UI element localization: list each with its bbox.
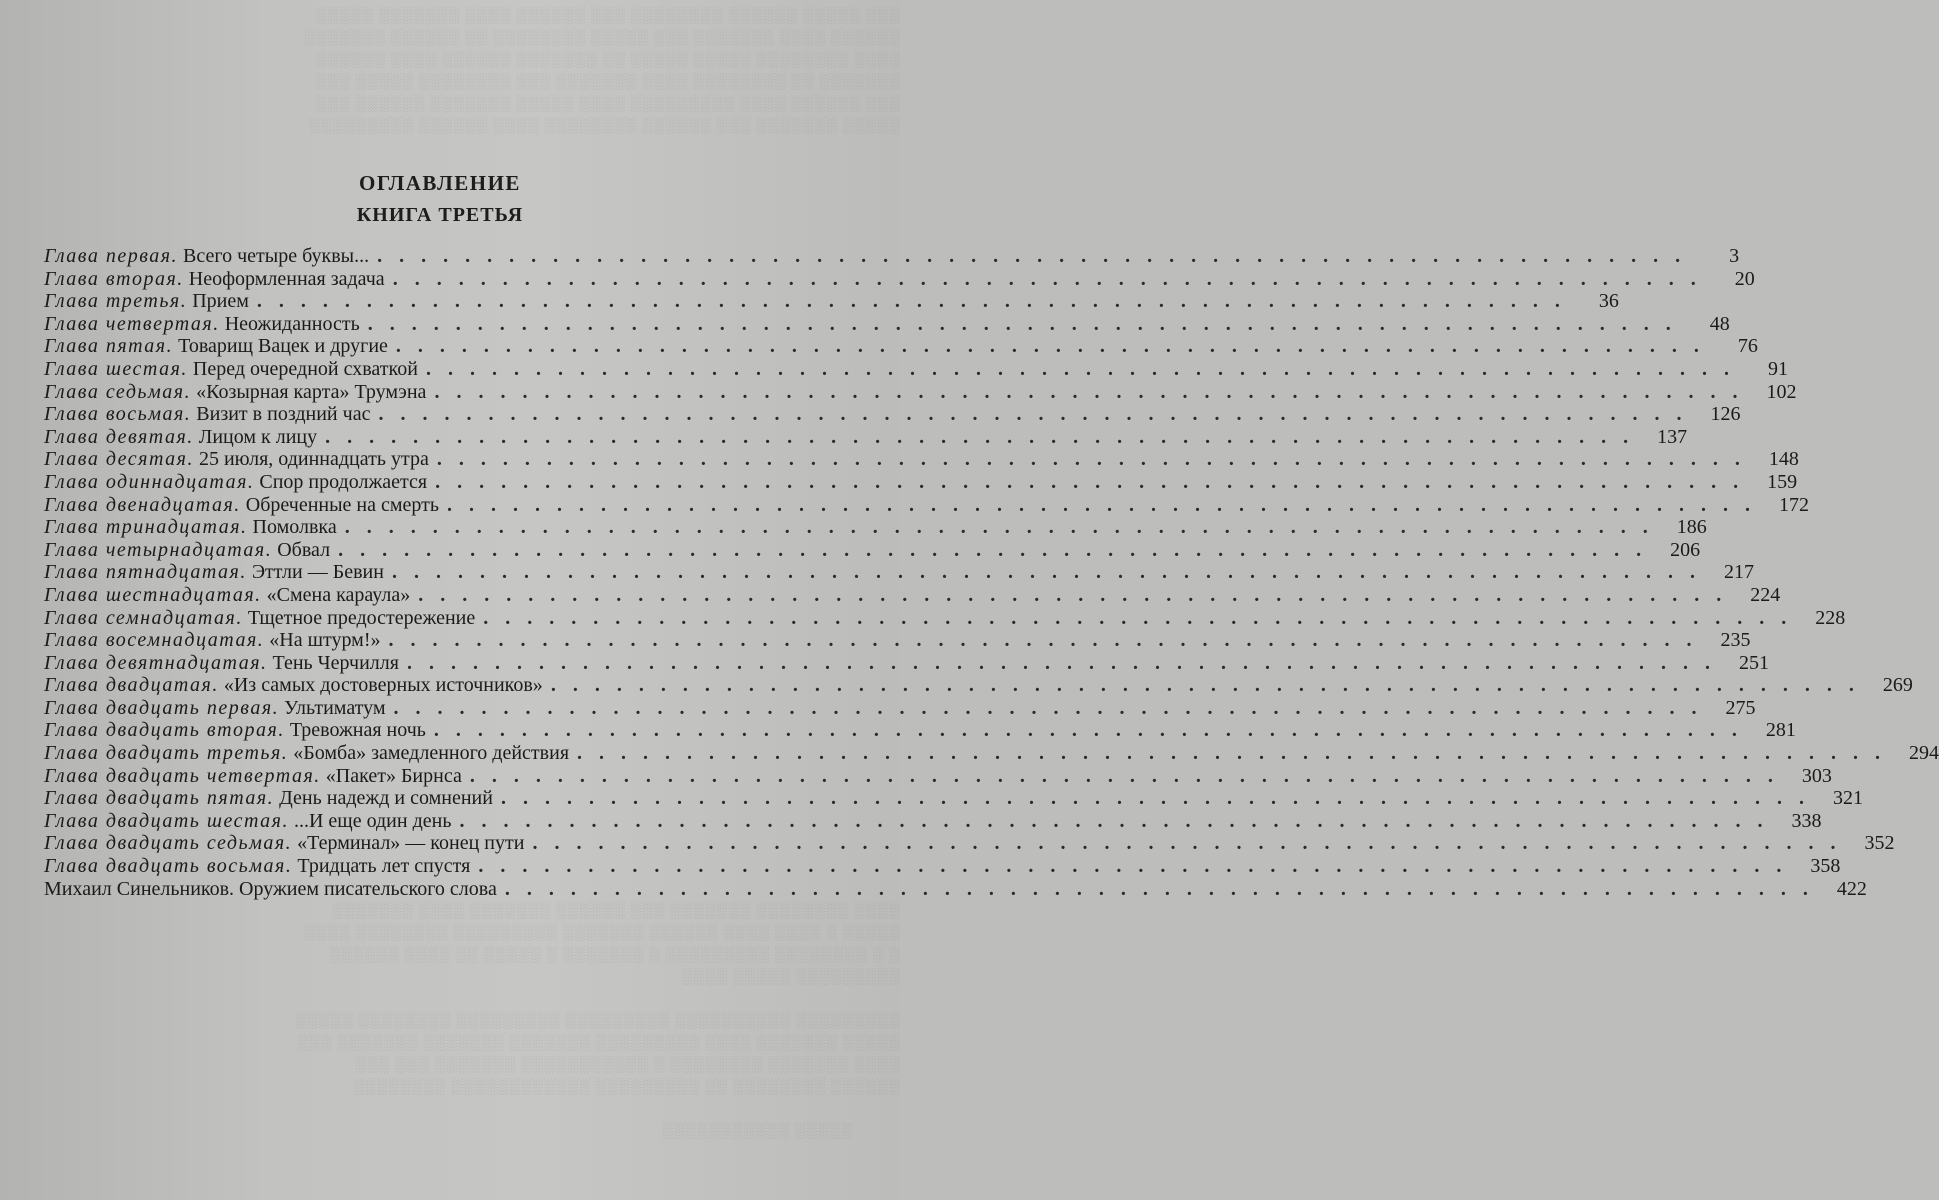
page-number: 275 — [1725, 696, 1756, 719]
dot-leader: ............................................................ — [434, 380, 1755, 403]
page-number: 20 — [1734, 267, 1755, 290]
dot-leader: ............................................................ — [256, 290, 1577, 313]
page-number: 126 — [1710, 403, 1741, 426]
page-number: 321 — [1832, 787, 1863, 810]
chapter-number: Глава двадцать пятая. — [44, 787, 275, 810]
page-number: 48 — [1709, 312, 1730, 335]
toc-entry — [44, 312, 1730, 336]
chapter-title: «Из самых достоверных источников» — [223, 674, 543, 697]
chapter-number: Глава вторая. — [44, 267, 184, 290]
chapter-number: Глава двадцать третья. — [44, 742, 289, 765]
toc-heading: ОГЛАВЛЕНИЕ — [359, 171, 521, 195]
page-number: 294 — [1909, 742, 1939, 765]
toc-entry — [44, 561, 1754, 584]
chapter-title: Тщетное предостережение — [247, 606, 476, 629]
toc-entry — [44, 357, 1788, 381]
dot-leader: ............................................................ — [433, 719, 1754, 742]
dot-leader: ............................................................ — [395, 335, 1716, 358]
chapter-title: Тридцать лет спустя — [297, 855, 471, 878]
chapter-number: Глава четвертая. — [44, 312, 220, 335]
page-number: 235 — [1720, 629, 1751, 652]
dot-leader: ............................................................ — [377, 245, 1698, 267]
dot-leader: ............................................................ — [378, 403, 1699, 426]
toc-entry — [44, 335, 1758, 358]
page-number: 137 — [1657, 425, 1688, 448]
chapter-title: Обвал — [277, 538, 331, 561]
chapter-title: Обреченные на смерть — [245, 493, 440, 516]
page-number: 338 — [1791, 809, 1822, 832]
page-number: 186 — [1676, 516, 1707, 539]
dot-leader: ............................................................ — [447, 493, 1768, 516]
chapter-title: «На штурм!» — [269, 629, 381, 652]
chapter-number: Глава двадцать четвертая. — [44, 764, 321, 787]
dot-leader: ............................................................ — [367, 312, 1688, 335]
dot-leader: ............................................................ — [459, 809, 1780, 832]
chapter-title: Визит в поздний час — [196, 403, 371, 426]
toc-entry — [44, 651, 1769, 675]
chapter-title: Неожиданность — [224, 312, 360, 335]
toc-entry — [44, 855, 1841, 878]
chapter-title: Лицом к лицу — [198, 425, 318, 448]
dot-leader: ............................................................ — [435, 470, 1756, 493]
page-number: 269 — [1882, 674, 1913, 697]
dot-leader: ............................................................ — [577, 742, 1898, 765]
page-number: 206 — [1670, 538, 1701, 561]
chapter-title: Помолвка — [252, 516, 337, 539]
dot-leader: ............................................................ — [325, 425, 1646, 448]
chapter-number: Глава шестнадцатая. — [44, 583, 262, 606]
toc-entry — [44, 425, 1688, 449]
page-number: 36 — [1598, 290, 1619, 313]
page-number: 3 — [1729, 245, 1740, 267]
chapter-number: Глава двадцать первая. — [44, 696, 280, 719]
page-number: 352 — [1864, 832, 1895, 855]
chapter-number: Глава двенадцатая. — [44, 493, 241, 516]
page-number: 251 — [1738, 651, 1769, 674]
dot-leader: ............................................................ — [344, 516, 1665, 539]
dot-leader: ............................................................ — [388, 629, 1709, 652]
chapter-title: Спор продолжается — [259, 470, 428, 493]
toc-entry — [44, 470, 1798, 494]
chapter-number: Глава семнадцатая. — [44, 606, 243, 629]
chapter-number: Глава двадцать восьмая. — [44, 855, 293, 878]
page-number: 228 — [1815, 606, 1846, 629]
toc-entry — [44, 403, 1741, 426]
toc-entry — [44, 606, 1846, 630]
dot-leader: ............................................................ — [436, 448, 1757, 471]
dot-leader: ............................................................ — [550, 674, 1871, 697]
dot-leader: ............................................................ — [391, 561, 1712, 584]
dot-leader: ............................................................ — [478, 855, 1799, 878]
toc-entry — [44, 538, 1701, 562]
chapter-number: Глава пятнадцатая. — [44, 561, 247, 584]
chapter-number: Глава одиннадцатая. — [44, 470, 255, 493]
chapter-number: Глава двадцать седьмая. — [44, 832, 293, 855]
toc-entry — [44, 245, 1740, 268]
toc-entry — [44, 493, 1810, 517]
chapter-title: Ультиматум — [284, 696, 386, 719]
chapter-number: Глава первая. — [44, 245, 179, 267]
chapter-title: 25 июля, одиннадцать утра — [198, 448, 429, 471]
dot-leader: ............................................................ — [532, 832, 1853, 855]
chapter-number: Глава двадцатая. — [44, 674, 219, 697]
chapter-number: Глава десятая. — [44, 448, 194, 471]
chapter-title: Михаил Синельников. Оружием писательского слова — [44, 877, 497, 900]
page-number: 102 — [1766, 380, 1797, 403]
toc-entry — [44, 764, 1832, 788]
page-number: 303 — [1801, 764, 1832, 787]
chapter-title: Всего четыре буквы... — [183, 245, 370, 267]
page-number: 217 — [1723, 561, 1754, 584]
chapter-title: Перед очередной схваткой — [192, 357, 418, 380]
chapter-title: «Смена караула» — [266, 583, 411, 606]
chapter-title: «Терминал» — конец пути — [297, 832, 525, 855]
chapter-number: Глава девятая. — [44, 425, 194, 448]
chapter-number: Глава двадцать шестая. — [44, 809, 289, 832]
chapter-title: ...И еще один день — [293, 809, 452, 832]
toc-entry — [44, 809, 1822, 833]
chapter-title: Товарищ Вацек и другие — [178, 335, 388, 358]
chapter-number: Глава девятнадцатая. — [44, 651, 268, 674]
chapter-title: «Козырная карта» Трумэна — [196, 380, 427, 403]
page-number: 76 — [1737, 335, 1758, 358]
dot-leader: ............................................................ — [406, 651, 1727, 674]
dot-leader: ............................................................ — [500, 787, 1821, 810]
page-number: 148 — [1768, 448, 1799, 471]
chapter-title: Тень Черчилля — [272, 651, 399, 674]
page-number: 91 — [1767, 357, 1788, 380]
chapter-number: Глава третья. — [44, 290, 188, 313]
page-number: 422 — [1836, 877, 1867, 900]
toc-entry — [44, 267, 1755, 291]
dot-leader: ............................................................ — [469, 764, 1790, 787]
chapter-number: Глава шестая. — [44, 357, 188, 380]
toc-entry — [44, 674, 1913, 697]
chapter-number: Глава четырнадцатая. — [44, 538, 273, 561]
chapter-title: Тревожная ночь — [289, 719, 426, 742]
chapter-number: Глава восьмая. — [44, 403, 192, 426]
toc-entry — [44, 448, 1799, 471]
toc-entry — [44, 877, 1867, 901]
chapter-title: Эттли — Бевин — [251, 561, 384, 584]
toc-entry — [44, 742, 1939, 765]
show-through-text-bottom: ░░░░ ░░░░░░░░ ░░░░░░░ ░░░ ░░░░░░ ░░░░░░░ ░░░░ ░░░░░░░ ░░░░░ ░ ░░░░ ░░░░ ░░░░░░ ░░░░░░░ ░░░░░░░░░ ░░░░░░░░ ░░░░ ░ ░ ░░░░░░░░ ░░░░░░░░░ ░ ░░░░░░░ ░ ░░░░░ ░░ ░░░░ ░░░░░░ ░░░░░░░░░ ░░░░░ ░░░░ ░░░░░░░░░ ░░░░░░░░░░ ░░░░░░░░░ ░░░░░░░░░ ░░░░░░░░ ░░░░░ ░░░░░ ░░░░░░░ ░░░░ ░░░░░░░░░ ░░░░░░░ ░░░░░░░ ░░░░░░░ ░░░ ░░░░ ░░░░░░░ ░░░░░░░░ ░ ░░░░░░░░░░░ ░░░░░░░ ░░░ ░░░ ░░░░░░ ░░░░░░░░ ░░ ░░░░░░░░░ ░░░░░░░░░░░░ ░░░░░░░░ ░░░░░ ░░░░░░░░░░░ — [294, 903, 900, 1139]
chapter-title: День надежд и сомнений — [279, 787, 493, 810]
chapter-title: Неоформленная задача — [188, 267, 385, 290]
chapter-number: Глава восемнадцатая. — [44, 629, 265, 652]
page-number: 281 — [1765, 719, 1796, 742]
chapter-number: Глава двадцать вторая. — [44, 719, 285, 742]
dot-leader: ............................................................ — [338, 538, 1659, 561]
toc-entry — [44, 583, 1781, 607]
dot-leader: ............................................................ — [483, 606, 1804, 629]
dot-leader: ............................................................ — [418, 583, 1739, 606]
toc-entry — [44, 290, 1619, 313]
toc-list — [44, 245, 1939, 900]
dot-leader: ............................................................ — [425, 357, 1746, 380]
chapter-number: Глава пятая. — [44, 335, 174, 358]
toc-entry — [44, 787, 1863, 810]
chapter-number: Глава седьмая. — [44, 380, 192, 403]
page-number: 358 — [1810, 855, 1841, 878]
chapter-title: «Пакет» Бирнса — [325, 764, 462, 787]
show-through-text-top: ░░░ ░░░░░ ░░░░░░ ░░░░░░░░ ░░░ ░░░░░░ ░░░░ ░░░░░░░ ░░░░░ ░░░░░░ ░░░░ ░░░░░░░ ░░░ ░░░░░ ░░░░░░░░ ░░ ░░░░░░ ░░░░░░░ ░░░░ ░░░░░░░░ ░░░░░ ░░░░░ ░░ ░░░░░░░ ░░░░░░ ░░░░ ░░░░░░ ░░░░░░░ ░░ ░░░░░░░░ ░░░░ ░░░░░░░ ░░░ ░░░░░░░░ ░░░░░ ░░░ ░░░ ░░░░░░ ░░░░ ░░░░░░░░░ ░░░░ ░░░░░ ░░░░░░░ ░░░░░░ ░░░ ░░░░░ ░░░░░░░ ░░░ ░░░░░░ ░░░░░░░░ ░░░░ ░░░░░░ ░░░░░░░░░ — [303, 8, 900, 134]
page-number: 224 — [1750, 583, 1781, 606]
chapter-number: Глава тринадцатая. — [44, 516, 248, 539]
page-number: 159 — [1767, 470, 1798, 493]
dot-leader: ............................................................ — [504, 877, 1825, 900]
dot-leader: ............................................................ — [393, 696, 1714, 719]
toc-entry — [44, 380, 1797, 404]
toc-entry — [44, 516, 1707, 539]
toc-entry — [44, 696, 1756, 720]
dot-leader: ............................................................ — [392, 267, 1713, 290]
chapter-title: «Бомба» замедленного действия — [293, 742, 570, 765]
toc-entry — [44, 832, 1895, 855]
toc-entry — [44, 719, 1796, 742]
chapter-title: Прием — [192, 290, 249, 313]
book-title: КНИГА ТРЕТЬЯ — [356, 204, 524, 226]
page-number: 172 — [1779, 493, 1810, 516]
toc-entry — [44, 629, 1751, 652]
